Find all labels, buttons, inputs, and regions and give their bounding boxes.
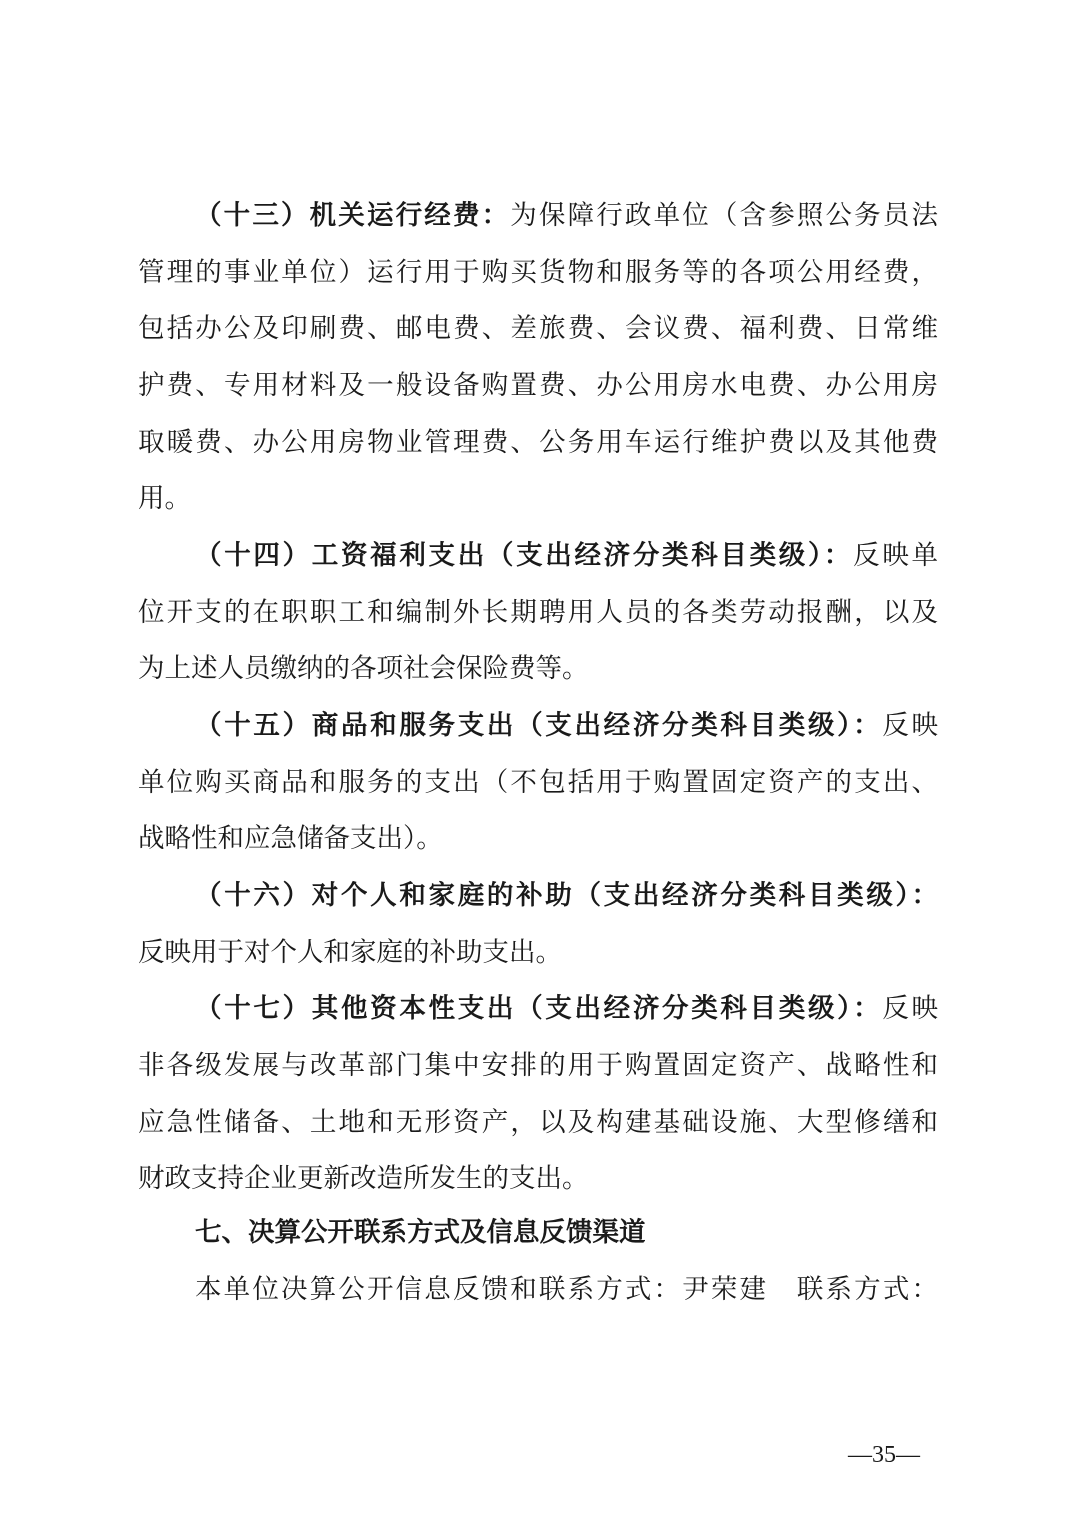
paragraph-17-text: 反映	[882, 993, 939, 1024]
paragraph-16-line-2: 反映用于对个人和家庭的补助支出。	[138, 937, 562, 968]
paragraph-15-line-1	[195, 710, 938, 742]
paragraph-17-line-3: 应急性储备、土地和无形资产，以及构建基础设施、大型修缮和	[138, 1107, 938, 1138]
paragraph-13-line-1	[195, 200, 938, 232]
paragraph-13-text: 为保障行政单位（含参照公务员法	[510, 200, 939, 231]
paragraph-14-label: （十四）工资福利支出（支出经济分类科目类级）：	[195, 540, 854, 571]
paragraph-13-line-3: 包括办公及印刷费、邮电费、差旅费、会议费、福利费、日常维	[138, 313, 938, 344]
paragraph-13-line-2: 管理的事业单位）运行用于购买货物和服务等的各项公用经费，	[138, 257, 938, 288]
paragraph-17-line-2: 非各级发展与改革部门集中安排的用于购置固定资产、战略性和	[138, 1050, 938, 1081]
page-number: —35—	[848, 1442, 920, 1468]
paragraph-15-line-3: 战略性和应急储备支出）。	[138, 823, 443, 854]
paragraph-14-line-3: 为上述人员缴纳的各项社会保险费等。	[138, 653, 589, 684]
paragraph-13-label: （十三）机关运行经费：	[195, 200, 511, 231]
paragraph-15-text: 反映	[882, 710, 939, 741]
paragraph-17-label: （十七）其他资本性支出（支出经济分类科目类级）：	[195, 993, 883, 1024]
paragraph-13-line-4: 护费、专用材料及一般设备购置费、办公用房水电费、办公用房	[138, 370, 938, 401]
paragraph-14-text: 反映单	[853, 540, 939, 571]
section-7-contact-text: 本单位决算公开信息反馈和联系方式：尹荣建 联系方式：	[195, 1274, 938, 1305]
paragraph-17-line-1	[195, 993, 938, 1025]
paragraph-13-line-5: 取暖费、办公用房物业管理费、公务用车运行维护费以及其他费	[138, 427, 938, 458]
paragraph-16-line-1	[195, 880, 938, 912]
paragraph-13-line-6: 用。	[138, 483, 191, 514]
paragraph-17-line-4: 财政支持企业更新改造所发生的支出。	[138, 1163, 589, 1194]
paragraph-14-line-1	[195, 540, 938, 572]
paragraph-15-line-2: 单位购买商品和服务的支出（不包括用于购置固定资产的支出、	[138, 767, 938, 798]
paragraph-14-line-2: 位开支的在职职工和编制外长期聘用人员的各类劳动报酬，以及	[138, 597, 938, 628]
paragraph-16-label: （十六）对个人和家庭的补助（支出经济分类科目类级）：	[195, 880, 938, 911]
section-7-heading: 七、决算公开联系方式及信息反馈渠道	[195, 1217, 646, 1248]
paragraph-15-label: （十五）商品和服务支出（支出经济分类科目类级）：	[195, 710, 883, 741]
